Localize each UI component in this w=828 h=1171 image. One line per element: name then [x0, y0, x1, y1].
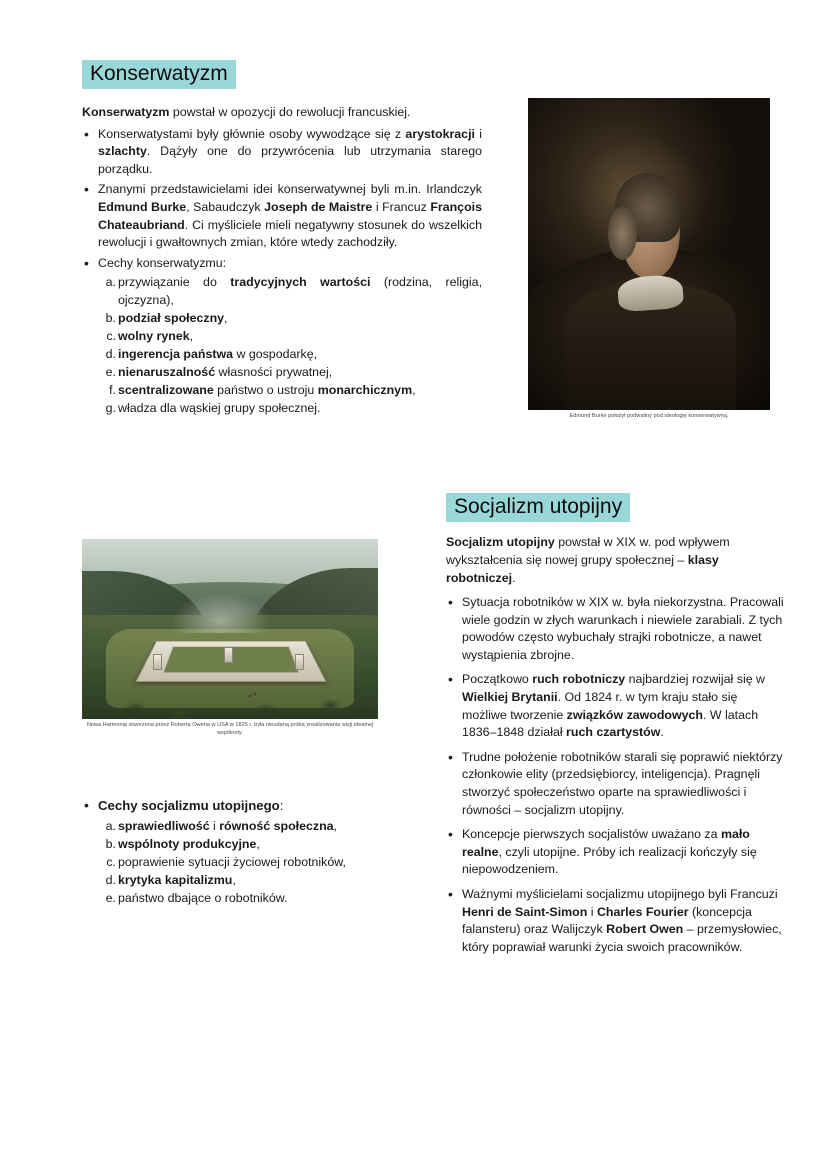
list-item — [98, 818, 412, 835]
list-item — [98, 274, 482, 308]
list-item — [98, 346, 482, 363]
list-item — [98, 400, 482, 417]
rich-text: Początkowo ruch robotniczy najbardziej rozwijał się w Wielkiej Brytanii. Od 1824 r. w tym kraju stało się możliwe tworzenie związków zawodowych. W latach 1836–1848 działał ruch czartystów. — [462, 672, 765, 740]
illustration-haze — [171, 593, 272, 633]
rich-text: scentralizowane państwo o ustroju monarchicznym, — [118, 383, 416, 398]
section-heading-socjalizm-utopijny: Socjalizm utopijny — [446, 493, 630, 522]
rich-text: Konserwatystami były głównie osoby wywodzące się z arystokracji i szlachty. Dążyły one do przywrócenia lub utrzymania starego porządku. — [98, 126, 482, 176]
rich-text: Trudne położenie robotników starali się poprawić niektórzy członkowie elity (przedsiębiorcy, inteligencja). Pragnęli stworzyć społeczeństwo oparte na sprawiedliwości i równości – socjalizm utopijny. — [462, 749, 783, 817]
utopian-socialism-body — [446, 534, 784, 964]
rich-text: Koncepcje pierwszych socjalistów uważano za mało realne, czyli utopijne. Próby ich realizacji kończyły się niepowodzeniem. — [462, 827, 757, 877]
rich-text: krytyka kapitalizmu, — [118, 873, 236, 888]
list-item — [446, 886, 784, 956]
list-item — [446, 671, 784, 741]
rich-text: Znanymi przedstawicielami idei konserwatywnej byli m.in. Irlandczyk Edmund Burke, Sabaudczyk Joseph de Maistre i Francuz François Chateaubriand. Ci myśliciele mieli negatywny stosunek do wszelkich rewolucji i gwałtownych zmian, które wtedy zachodziły. — [98, 182, 482, 250]
list-item — [82, 126, 482, 179]
rich-text: przywiązanie do tradycyjnych wartości (rodzina, religia, ojczyzna), — [118, 275, 483, 307]
conservatism-lead-rest: powstał w opozycji do rewolucji francuskiej. — [169, 105, 411, 119]
list-item — [98, 890, 412, 907]
utopian-socialism-features-block — [82, 797, 412, 910]
illustration-trees — [82, 679, 378, 719]
conservatism-feature-list — [98, 274, 482, 417]
rich-text: Cechy konserwatyzmu: — [98, 255, 227, 270]
utopian-socialism-lead — [446, 534, 784, 588]
list-item — [98, 328, 482, 345]
conservatism-body — [82, 104, 482, 420]
list-item — [98, 382, 482, 399]
list-item — [446, 594, 784, 664]
rich-text: państwo dbające o robotników. — [118, 891, 288, 906]
utopian-socialism-features-bullets — [82, 797, 412, 907]
rich-text: Ważnymi myślicielami socjalizmu utopijnego byli Francuzi Henri de Saint-Simon i Charles Fourier (koncepcja falansteru) oraz Walijczyk Robert Owen – przemysłowiec, który poprawiał warunki życia swoich pracowników. — [462, 887, 782, 954]
figure-caption: Edmund Burke położył podwaliny pod ideologię konserwatywną. — [569, 413, 729, 419]
illustration-people — [248, 689, 258, 699]
list-item — [82, 181, 482, 251]
rich-text: władza dla wąskiej grupy społecznej. — [118, 401, 321, 416]
section-heading-konserwatyzm: Konserwatyzm — [82, 60, 236, 89]
conservatism-lead-bold: Konserwatyzm — [82, 105, 170, 119]
rich-text: ingerencja państwa w gospodarkę, — [118, 346, 318, 361]
list-item — [446, 749, 784, 819]
rich-text: Sytuacja robotników w XIX w. była niekorzystna. Pracowali wiele godzin w złych warunkach i niewiele zarabiali. Z tych powodów często wybuchały strajki robotnicze, a nawet wystąpienia zbrojne. — [462, 594, 784, 662]
conservatism-bullet-list — [82, 126, 482, 418]
illustration-tower — [153, 654, 162, 670]
list-item — [82, 797, 412, 907]
portrait-wig-curl — [608, 207, 637, 260]
new-harmony-illustration — [82, 539, 378, 719]
illustration-tower — [295, 654, 304, 670]
rich-text: poprawienie sytuacji życiowej robotników, — [118, 854, 346, 869]
list-item — [98, 872, 412, 889]
list-item — [82, 255, 482, 417]
rich-text: Cechy socjalizmu utopijnego: — [98, 798, 284, 813]
list-item — [98, 836, 412, 853]
conservatism-lead — [82, 104, 482, 122]
list-item — [98, 854, 412, 871]
rich-text: Socjalizm utopijny powstał w XIX w. pod wpływem wykształcenia się nowej grupy społecznej – klasy robotniczej. — [446, 535, 730, 585]
list-item — [98, 310, 482, 327]
rich-text: sprawiedliwość i równość społeczna, — [118, 818, 337, 833]
utopian-socialism-feature-list — [98, 818, 412, 908]
illustration-tower — [224, 647, 233, 663]
rich-text: podział społeczny, — [118, 310, 228, 325]
rich-text: wspólnoty produkcyjne, — [118, 836, 260, 851]
list-item — [98, 364, 482, 381]
list-item — [446, 826, 784, 879]
figure-caption: Nowa Harmonia stworzona przez Roberta Owena w USA w 1825 r. była nieudaną próbą zrealizowania wizji idealnej wspólnoty. — [86, 722, 374, 736]
rich-text: nienaruszalność własności prywatnej, — [118, 365, 333, 380]
figure-edmund-burke — [528, 98, 770, 421]
figure-new-harmony — [82, 539, 378, 737]
edmund-burke-portrait — [528, 98, 770, 410]
utopian-socialism-bullet-list — [446, 594, 784, 957]
rich-text: wolny rynek, — [118, 328, 194, 343]
